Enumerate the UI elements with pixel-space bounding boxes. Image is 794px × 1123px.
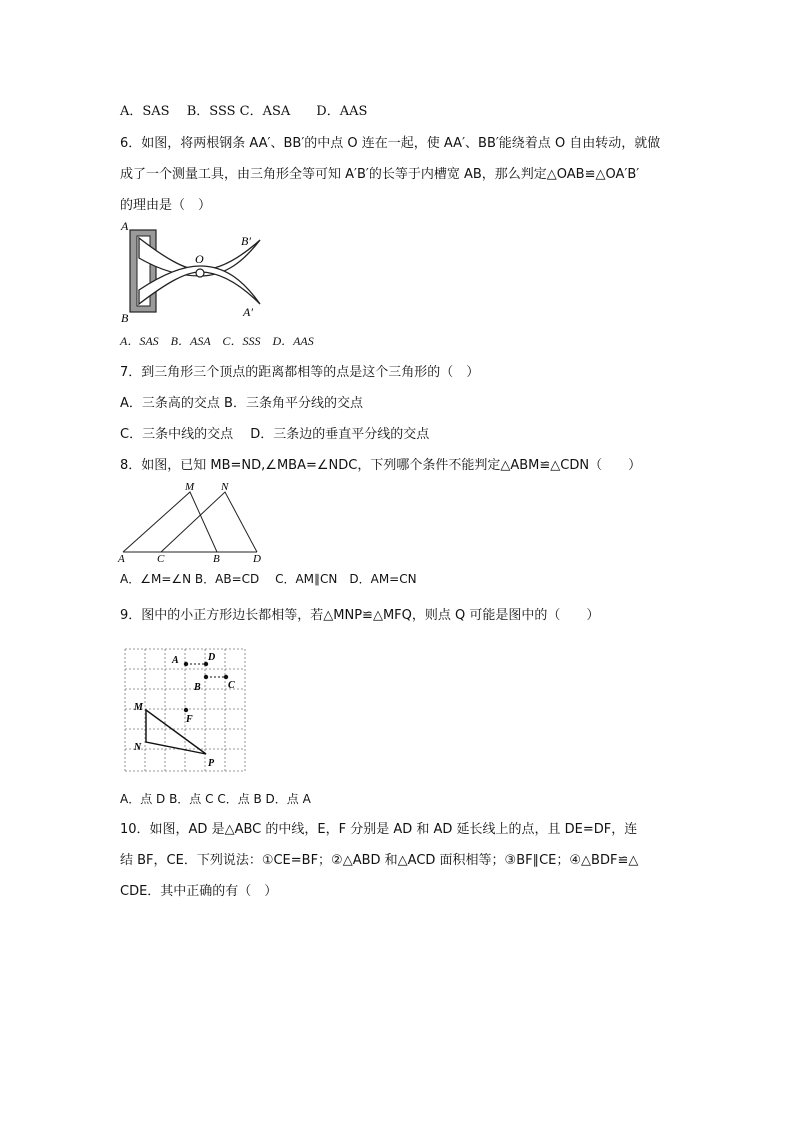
q8-label-d: D xyxy=(253,553,261,565)
q6-stem-line2: 成了一个测量工具，由三角形全等可知 A′B′的长等于内槽宽 AB，那么判定△OAB≌△OA′B′ xyxy=(120,167,640,182)
q9-label-b: B xyxy=(194,682,201,693)
q8-label-b: B xyxy=(213,553,220,565)
q5-options: A．SAS B．SSS C．ASA D．AAS xyxy=(120,104,368,119)
q8-figure-two-triangles xyxy=(115,480,275,565)
q7-stem: 7．到三角形三个顶点的距离都相等的点是这个三角形的（ ） xyxy=(120,365,480,380)
q6-label-b: B xyxy=(121,311,129,325)
q9-point-c xyxy=(224,675,228,679)
q9-label-m: M xyxy=(134,702,143,713)
q6-label-b-prime: B′ xyxy=(241,234,251,248)
q9-label-n: N xyxy=(134,742,142,753)
q9-triangle-mnp xyxy=(146,710,206,754)
q6-label-o: O xyxy=(195,252,204,266)
q8-options: A．∠M=∠N B．AB=CD C．AM∥CN D．AM=CN xyxy=(120,572,417,586)
q9-point-f xyxy=(184,708,188,712)
q9-figure-grid xyxy=(122,646,248,774)
q9-label-p: P xyxy=(208,758,215,769)
q6-pivot-o xyxy=(196,269,204,277)
q9-stem: 9．图中的小正方形边长都相等，若△MNP≌△MFQ，则点 Q 可能是图中的（ ） xyxy=(120,608,600,623)
q8-label-c: C xyxy=(157,553,165,565)
q9-label-f: F xyxy=(186,714,193,725)
q10-stem-line1: 10．如图，AD 是△ABC 的中线，E，F 分别是 AD 和 AD 延长线上的点，且 DE=DF，连 xyxy=(120,822,638,837)
q8-label-a: A xyxy=(118,553,125,565)
q6-label-a: A xyxy=(121,219,129,233)
q7-options-row1: A．三条高的交点 B．三条角平分线的交点 xyxy=(120,396,363,411)
q9-options: A．点 D B．点 C C．点 B D．点 A xyxy=(120,792,311,806)
q9-label-c: C xyxy=(228,680,235,691)
q8-label-m: M xyxy=(185,481,195,493)
q7-options-row2: C．三条中线的交点 D．三条边的垂直平分线的交点 xyxy=(120,427,430,442)
q6-figure-measuring-tool xyxy=(115,218,275,328)
q6-options: A．SAS B．ASA C．SSS D．AAS xyxy=(120,334,314,348)
q9-point-b xyxy=(204,675,208,679)
q8-label-n: N xyxy=(221,481,229,493)
q8-stem: 8．如图，已知 MB=ND,∠MBA=∠NDC，下列哪个条件不能判定△ABM≌△CDN（ ） xyxy=(120,458,642,473)
q9-label-d: D xyxy=(208,652,216,663)
q10-stem-line3: CDE．其中正确的有（ ） xyxy=(120,884,278,899)
q9-label-a: A xyxy=(172,655,179,666)
q8-triangle-cdn xyxy=(161,492,257,552)
q6-label-a-prime: A′ xyxy=(243,305,253,319)
q9-point-a xyxy=(184,662,188,666)
q6-stem-line3: 的理由是（ ） xyxy=(120,198,212,213)
q10-stem-line2: 结 BF，CE．下列说法：①CE=BF；②△ABD 和△ACD 面积相等；③BF∥CE；④△BDF≌△ xyxy=(120,853,639,868)
q6-stem-line1: 6．如图，将两根钢条 AA′、BB′的中点 O 连在一起，使 AA′、BB′能绕着点 O 自由转动，就做 xyxy=(120,136,661,151)
